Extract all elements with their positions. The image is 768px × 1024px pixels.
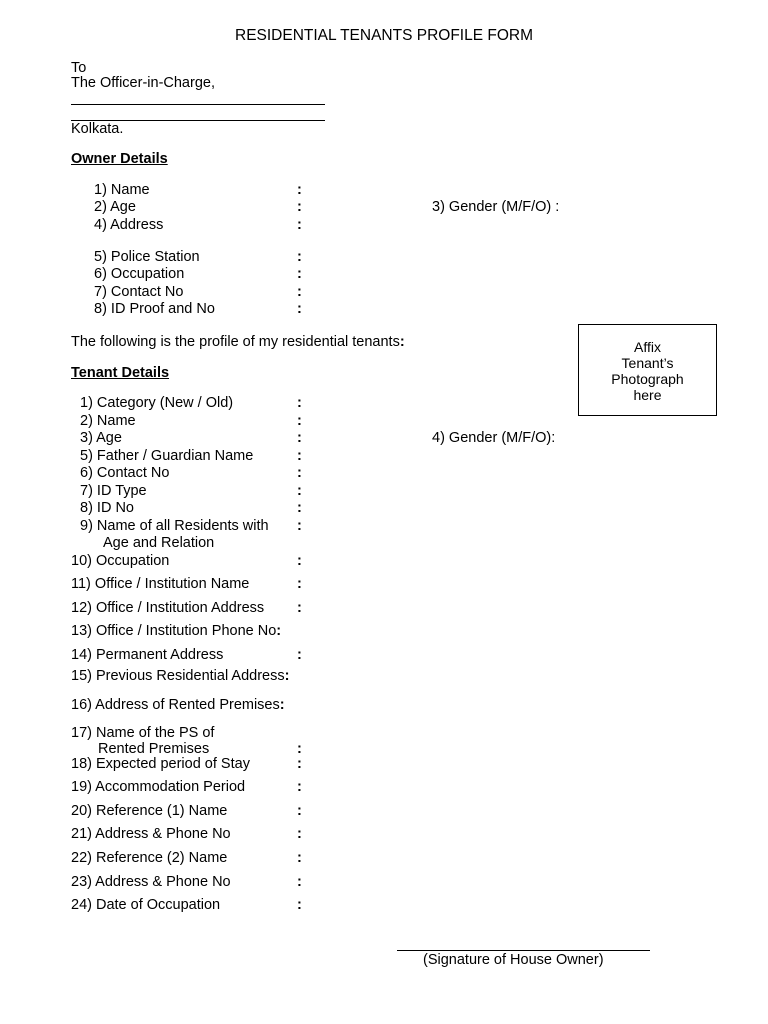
photo-line: here	[633, 387, 662, 403]
tenant-field-label: 7) ID Type	[80, 483, 147, 499]
owner-field-colon: :	[297, 182, 302, 198]
tenant-field-colon: :	[297, 500, 302, 516]
owner-field-label: 2) Age	[94, 199, 136, 215]
tenant-field-label: 23) Address & Phone No	[71, 874, 231, 890]
tenant-field-label: 11) Office / Institution Name	[71, 576, 250, 592]
tenant-field-colon: :	[297, 576, 302, 592]
tenant-field-label: 2) Name	[80, 413, 136, 429]
tenant-field-label: 15) Previous Residential Address:	[71, 668, 290, 684]
owner-field-label: 1) Name	[94, 182, 150, 198]
owner-details-heading: Owner Details	[71, 151, 168, 167]
tenant-details-heading: Tenant Details	[71, 365, 170, 381]
tenant-field-colon: :	[297, 553, 302, 569]
owner-field-colon: :	[297, 284, 302, 300]
tenant-field-colon: :	[297, 600, 302, 616]
tenant-field-colon: :	[297, 465, 302, 481]
address-line-1[interactable]	[71, 104, 325, 105]
tenant-field-colon: :	[297, 395, 302, 411]
tenant-gender-label: 4) Gender (M/F/O):	[432, 430, 556, 446]
owner-field-colon: :	[297, 301, 302, 317]
owner-field-colon: :	[297, 249, 302, 265]
tenant-field-label: 18) Expected period of Stay	[71, 756, 250, 772]
tenant-field-colon: :	[297, 430, 302, 446]
tenant-field-label: 5) Father / Guardian Name	[80, 448, 254, 464]
tenant-field-label: 10) Occupation	[71, 553, 170, 569]
tenant-field-colon: :	[297, 874, 302, 890]
photo-line: Photograph	[611, 371, 684, 387]
signature-line[interactable]	[397, 950, 650, 951]
tenant-field-label: 8) ID No	[80, 500, 134, 516]
tenant-field-colon: :	[297, 647, 302, 663]
address-city: Kolkata.	[71, 121, 124, 137]
owner-field-label: 7) Contact No	[94, 284, 184, 300]
tenant-field-label: 12) Office / Institution Address	[71, 600, 265, 616]
owner-field-label: 8) ID Proof and No	[94, 301, 215, 317]
signature-label: (Signature of House Owner)	[423, 952, 604, 968]
tenant-field-label: 13) Office / Institution Phone No:	[71, 623, 282, 639]
tenant-field-colon: :	[297, 897, 302, 913]
tenant-field-label: 22) Reference (2) Name	[71, 850, 228, 866]
owner-field-colon: :	[297, 266, 302, 282]
tenant-field-colon: :	[297, 756, 302, 772]
owner-field-label: 6) Occupation	[94, 266, 185, 282]
tenant-field-label: 24) Date of Occupation	[71, 897, 221, 913]
owner-gender-label: 3) Gender (M/F/O) :	[432, 199, 560, 215]
tenant-field-label: 21) Address & Phone No	[71, 826, 231, 842]
owner-field-label: 5) Police Station	[94, 249, 200, 265]
tenant-field-label: 9) Name of all Residents with	[80, 518, 269, 534]
tenant-field-colon: :	[297, 518, 302, 534]
tenant-field-label-cont: Rented Premises	[98, 741, 210, 757]
photo-box[interactable]	[578, 324, 717, 416]
photo-line: Affix	[634, 339, 661, 355]
tenant-field-label: 17) Name of the PS of	[71, 725, 215, 741]
tenant-field-colon: :	[297, 803, 302, 819]
owner-field-label: 4) Address	[94, 217, 164, 233]
address-to: To	[71, 60, 87, 76]
tenant-field-label: 20) Reference (1) Name	[71, 803, 228, 819]
tenant-field-label: 16) Address of Rented Premises:	[71, 697, 285, 713]
tenant-field-colon: :	[297, 741, 302, 757]
tenant-field-label-cont: Age and Relation	[103, 535, 215, 551]
tenant-field-label: 3) Age	[80, 430, 122, 446]
owner-field-colon: :	[297, 199, 302, 215]
tenant-field-colon: :	[297, 850, 302, 866]
tenant-field-colon: :	[297, 779, 302, 795]
tenant-field-colon: :	[297, 448, 302, 464]
photo-line: Tenant’s	[621, 355, 674, 371]
form-title: RESIDENTIAL TENANTS PROFILE FORM	[235, 27, 533, 44]
owner-field-colon: :	[297, 217, 302, 233]
tenant-field-label: 19) Accommodation Period	[71, 779, 246, 795]
tenant-field-colon: :	[297, 826, 302, 842]
tenant-field-label: 14) Permanent Address	[71, 647, 224, 663]
address-officer: The Officer-in-Charge,	[71, 75, 215, 91]
tenant-field-colon: :	[297, 413, 302, 429]
tenant-field-label: 1) Category (New / Old)	[80, 395, 234, 411]
tenant-intro: The following is the profile of my residential tenants:	[71, 334, 405, 350]
tenant-field-label: 6) Contact No	[80, 465, 170, 481]
tenant-field-colon: :	[297, 483, 302, 499]
